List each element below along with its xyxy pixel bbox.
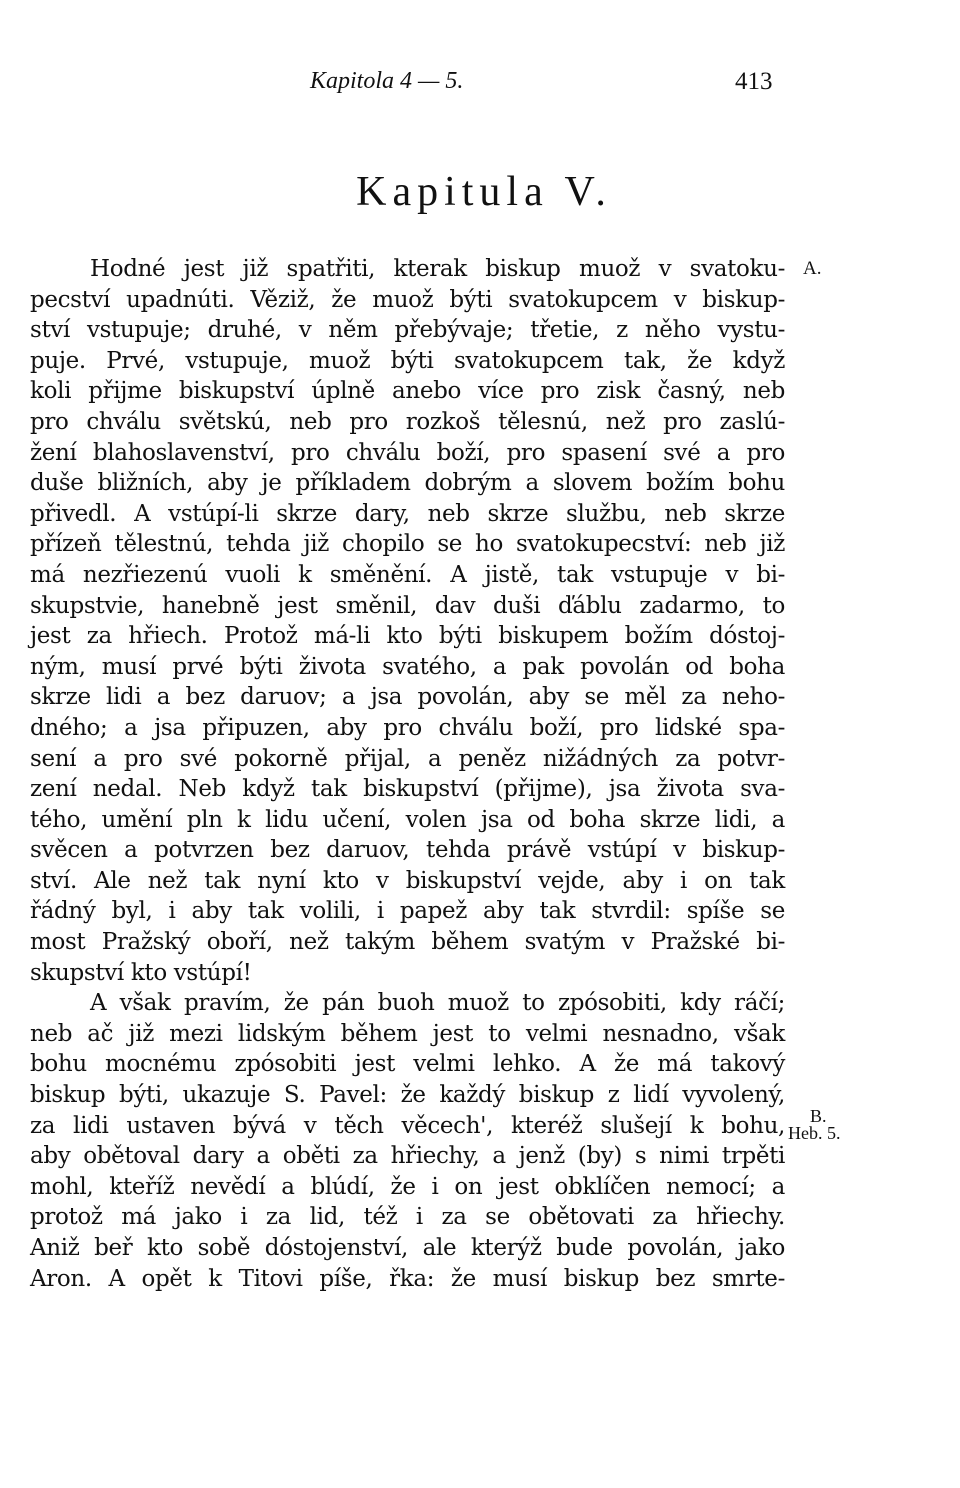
text-line: most Pražský oboří, než takým během svatým v Pražské bi- bbox=[30, 929, 785, 956]
margin-note-b-bottom: Heb. 5. bbox=[788, 1123, 841, 1143]
text-line: řádný byl, i aby tak volili, i papež aby tak stvrdil: spíše se bbox=[30, 898, 785, 925]
text-line: koli přijme biskupství úplně anebo více pro zisk časný, neb bbox=[30, 378, 785, 405]
text-line: Aniž beř kto sobě dóstojenství, ale kterýž bude povolán, jako bbox=[30, 1235, 785, 1261]
text-line: duše bližních, aby je příkladem dobrým a slovem božím bohu bbox=[30, 470, 785, 497]
text-line: skupstvie, hanebně jest směnil, dav duši ďáblu zadarmo, to bbox=[30, 592, 785, 619]
text-line: má nezřiezenú vuoli k směnění. A jistě, tak vstupuje v bi- bbox=[30, 561, 785, 588]
text-line: mohl, kteříž nevědí a blúdí, že i on jest obklíčen nemocí; a bbox=[30, 1173, 785, 1200]
margin-note-b-top: B. bbox=[810, 1106, 827, 1126]
chapter-title: Kapitula V. bbox=[356, 169, 612, 215]
body-text bbox=[30, 254, 785, 1294]
text-line: přivedl. A vstúpí-li skrze dary, neb skrze službu, neb skrze bbox=[30, 500, 785, 527]
text-line: tého, umění pln k lidu učení, volen jsa od boha skrze lidi, a bbox=[30, 806, 785, 833]
text-line: bohu mocnému zpósobiti jest velmi lehko. A že má takový bbox=[30, 1051, 785, 1078]
margin-note-a: A. bbox=[803, 258, 822, 279]
text-line: pecství upadnúti. Věziž, že muož býti svatokupcem v biskup- bbox=[30, 286, 785, 313]
text-line: skupství kto vstúpí! bbox=[30, 959, 252, 986]
text-line: sení a pro své pokorně přijal, a peněz nižádných za potvr- bbox=[30, 745, 785, 772]
running-title: Kapitola 4 — 5. bbox=[310, 68, 464, 94]
margin-note-b bbox=[788, 1108, 841, 1142]
text-line: A však pravím, že pán buoh muož to zpósobiti, kdy ráčí; bbox=[90, 990, 785, 1017]
text-line: protož má jako i za lid, též i za se obětovati za hřiechy. bbox=[30, 1204, 785, 1231]
text-line: puje. Prvé, vstupuje, muož býti svatokupcem tak, že když bbox=[30, 347, 785, 374]
text-line: neb ač již mezi lidským během jest to velmi nesnadno, však bbox=[30, 1020, 785, 1047]
text-line: biskup býti, ukazuje S. Pavel: že každý biskup z lidí vyvolený, bbox=[30, 1082, 785, 1109]
text-line: za lidi ustaven bývá v těch věcech', kteréž slušejí k bohu, bbox=[30, 1112, 785, 1139]
text-line: žení blahoslavenství, pro chválu boží, pro spasení své a pro bbox=[30, 439, 785, 466]
text-line: pro chválu světskú, neb pro rozkoš tělesnú, než pro zaslú- bbox=[30, 408, 785, 435]
text-line: aby obětoval dary a oběti za hřiechy, a jenž (by) s nimi trpěti bbox=[30, 1143, 785, 1170]
text-line: svěcen a potvrzen bez daruov, tehda právě vstúpí v biskup- bbox=[30, 837, 785, 864]
text-line: ství vstupuje; druhé, v něm přebývaje; třetie, z něho vystu- bbox=[30, 317, 785, 344]
text-line: přízeň tělestnú, tehda již chopilo se ho svatokupecství: neb již bbox=[30, 531, 785, 558]
text-line: dného; a jsa připuzen, aby pro chválu boží, pro lidské spa- bbox=[30, 714, 785, 741]
text-line: Hodné jest již spatřiti, kterak biskup muož v svatoku- bbox=[90, 256, 785, 282]
text-line: zení nedal. Neb když tak biskupství (přijme), jsa života sva- bbox=[30, 776, 785, 803]
text-line: ství. Ale než tak nyní kto v biskupství vejde, aby i on tak bbox=[30, 867, 785, 894]
text-line: jest za hřiech. Protož má-li kto býti biskupem božím dóstoj- bbox=[30, 623, 785, 650]
text-line: Aron. A opět k Titovi píše, řka: že musí biskup bez smrte- bbox=[30, 1265, 785, 1292]
text-line: skrze lidi a bez daruov; a jsa povolán, aby se měl za neho- bbox=[30, 684, 785, 711]
text-line: ným, musí prvé býti života svatého, a pak povolán od boha bbox=[30, 653, 785, 680]
page-number: 413 bbox=[735, 68, 773, 95]
running-header bbox=[0, 68, 960, 100]
